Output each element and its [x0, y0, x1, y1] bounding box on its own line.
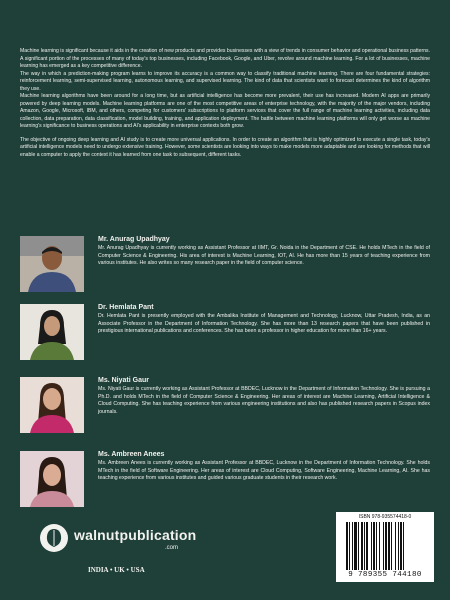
portrait-icon [20, 451, 84, 507]
author-photo-2 [20, 304, 84, 360]
walnut-logo-icon [40, 524, 68, 552]
publisher-name: walnutpublication [74, 527, 197, 543]
intro-paragraph-4: The objective of ongoing deep learning and AI study is to create more universal applications. In order to create an algorithm that is highly optimized to execute a single task, today's artificial intelligence models need to undergo extensive training. However, some scientists are looking into ways to make models more adaptable and are looking for methods that will enable a computer to apply the context it has learned from one task to subsequent, different tasks. [20, 136, 430, 158]
isbn-barcode [336, 512, 434, 582]
isbn-label: ISBN 978-935574418-0 [358, 514, 412, 520]
author-photo-4 [20, 451, 84, 507]
barcode-bar [373, 522, 375, 570]
intro-text [20, 48, 430, 159]
barcode-bar [352, 522, 353, 570]
portrait-icon [20, 236, 84, 292]
author-block-3 [20, 377, 430, 435]
barcode-bar [398, 522, 399, 570]
barcode-bar [361, 522, 363, 570]
author-bio-1: Mr. Anurag Upadhyay is currently working as Assistant Professor at IIMT, Gr. Noida in the Department of CSE. He holds MTech in the field of Computer Science & Engineering. His area of interest is Machine Learning, IOT, AI. He has more than 15 years of teaching experience from various institutes. He also writes so many research paper in the field of computer science. [98, 245, 430, 267]
barcode-bar [354, 522, 357, 570]
author-block-4 [20, 451, 430, 509]
author-name-2: Dr. Hemlata Pant [98, 304, 154, 311]
author-name-1: Mr. Anurag Upadhyay [98, 236, 170, 243]
author-block-2 [20, 304, 430, 362]
publisher-logo [40, 524, 240, 584]
barcode-bar [366, 522, 368, 570]
barcode-bar [400, 522, 402, 570]
barcode-bar [376, 522, 377, 570]
barcode-bar [379, 522, 380, 570]
barcode-bar [403, 522, 404, 570]
intro-paragraph-1: Machine learning is significant because it aids in the creation of new products and provides businesses with a view of trends in consumer behavior and operational business patterns. A significant portion of the processes of many of today's top businesses, including Facebook, Google, and Uber, revolve around machine learning. For a lot of businesses, machine learning has emerged as a key competitive difference. [20, 48, 430, 70]
author-name-3: Ms. Niyati Gaur [98, 377, 149, 384]
intro-paragraph-3: Machine learning algorithms have been around for a long time, but as artificial intelligence has become more prevalent, their use has increased. Modern AI apps are primarily powered by deep learning models. Machine learning platforms are one of the most competitive areas of enterprise technology, with the majority of the major vendors, including Amazon, Google, Microsoft, IBM, and others, competing for customers' subscriptions to platform services that cover the full range of machine learning activities, including data collection, data preparation, data classification, model building, training, and application deployment. The battle between machine learning platforms will only get worse as machine learning's significance to business operations and AI's applicability in enterprise contexts both grow. [20, 93, 430, 130]
author-bio-2: Dr. Hemlata Pant is presently employed with the Ambalika Institute of Management and Technology, Lucknow, Uttar Pradesh, India, as an Associate Professor in the Department of Information Technology. She has more than 13 research papers that have been published in prestigious international publications and conferences. She has been a professor in higher education for more than 16+ years. [98, 313, 430, 335]
barcode-bar [395, 522, 396, 570]
barcode-bar [358, 522, 359, 570]
publisher-regions: INDIA • UK • USA [88, 566, 145, 574]
barcode-bars [346, 522, 424, 570]
barcode-bar [349, 522, 350, 570]
barcode-number: 9 789355 744180 [348, 571, 422, 579]
author-block-1 [20, 236, 430, 294]
barcode-bar [346, 522, 348, 570]
portrait-icon [20, 304, 84, 360]
author-photo-1 [20, 236, 84, 292]
barcode-bar [388, 522, 390, 570]
barcode-bar [385, 522, 387, 570]
barcode-bar [371, 522, 372, 570]
barcode-bar [391, 522, 392, 570]
barcode-bar [364, 522, 365, 570]
portrait-icon [20, 377, 84, 433]
barcode-bar [383, 522, 384, 570]
author-bio-3: Ms. Niyati Gaur is currently working as Assistant Professor at BBDEC, Lucknow in the Department of Information Technology. She is pursuing a Ph.D. and holds MTech in the field of Computer Science & Engineering. Her areas of interest are Machine Learning, Artificial Intelligence & Cloud Computing. She has teaching experience from various engineering institutions and also has published research papers in Scopus index journals. [98, 386, 430, 416]
author-bio-4: Ms. Ambreen Anees is currently working as Assistant Professor at BBDEC, Lucknow in the Department of Information Technology. She holds MTech in the field of Software Engineering. Her areas of interest are Cloud Computing, Software Engineering, Machine Learning, AI. She has teaching experience from various institutes and guided various graduate students in their research work. [98, 460, 430, 482]
publisher-domain: .com [165, 545, 179, 551]
author-photo-3 [20, 377, 84, 433]
author-name-4: Ms. Ambreen Anees [98, 451, 165, 458]
intro-paragraph-2: The way in which a prediction-making program learns to improve its accuracy is a common way to classify traditional machine learning. There are four fundamental strategies: reinforcement learning, semi-supervised learning, autonomous learning, and supervised learning. The kind of data that scientists want to forecast determines the kind of algorithm they use. [20, 70, 430, 92]
